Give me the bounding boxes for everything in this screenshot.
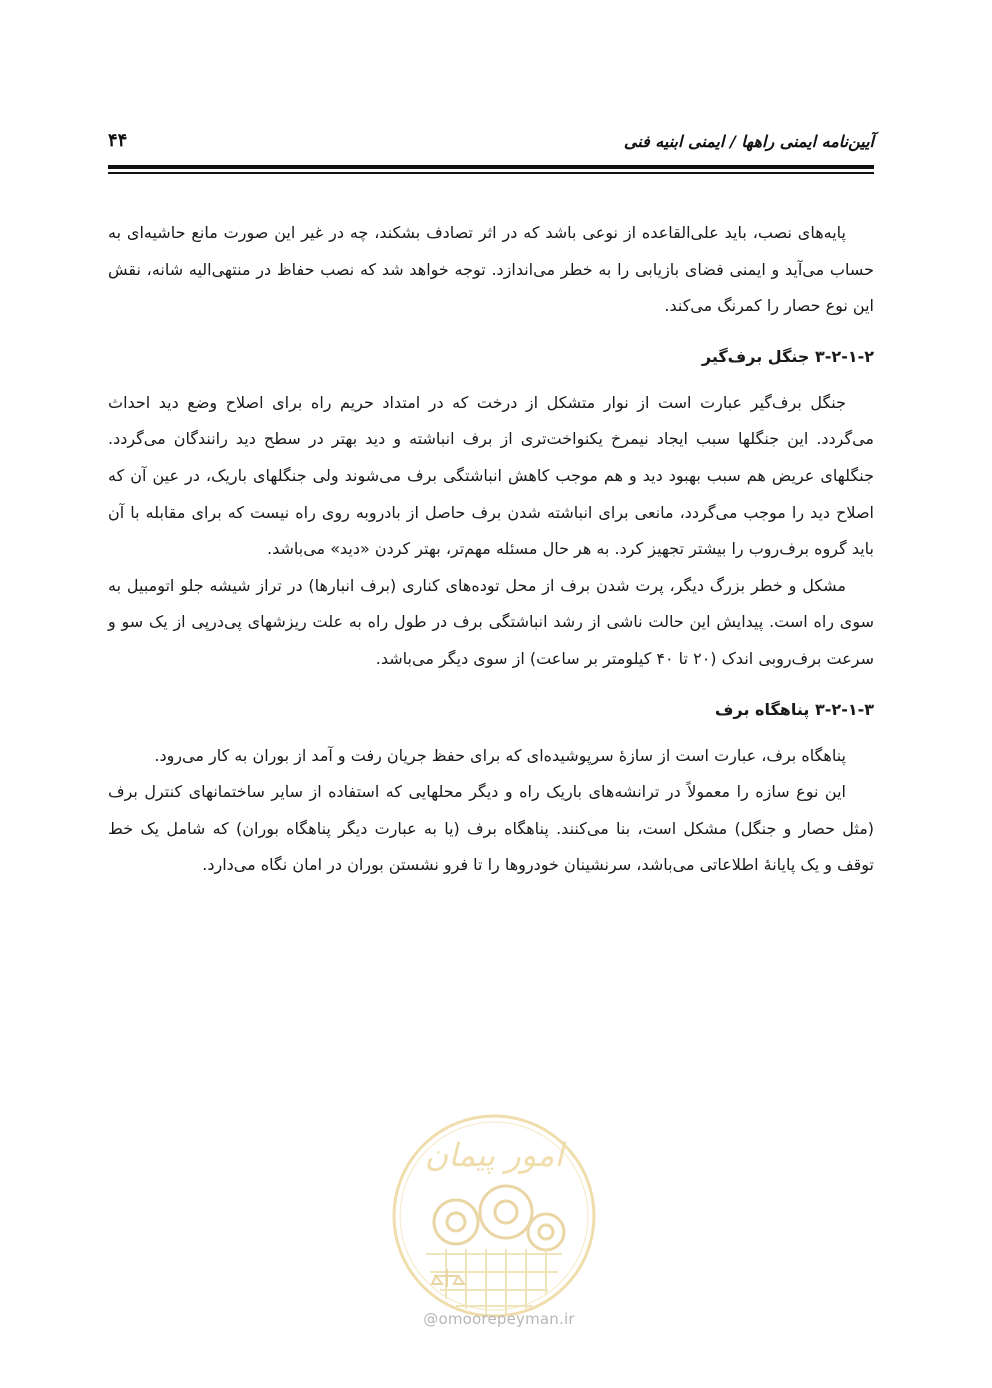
- gear-icon: [434, 1186, 564, 1250]
- header-rule-thin: [108, 172, 874, 174]
- section-heading-snow-shelter: ۳-۲-۱-۳ پناهگاه برف: [714, 699, 874, 719]
- paragraph-snow-throw-hazard: مشکل و خطر بزرگ دیگر، پرت شدن برف از محل توده‌های کناری (برف انبارها) در تراز شیشه جلو اتومبیل به سوی راه است. پیدایش این حالت ناشی از رشد انباشتگی برف در طول راه به علت ریزشهای پی‌درپی از یک سو و سرعت برف‌روبی اندک (۲۰ تا ۴۰ کیلومتر بر ساعت) از سوی دیگر می‌باشد.: [108, 575, 874, 668]
- section-heading-snow-forest: ۳-۲-۱-۲ جنگل برف‌گیر: [701, 346, 874, 366]
- page-number: ۴۴: [108, 130, 128, 151]
- watermark-logo: [374, 1104, 614, 1334]
- paragraph-snow-shelter-definition: پناهگاه برف، عبارت است از سازهٔ سرپوشیده‌ای که برای حفظ جریان رفت و آمد از بوران به کار می‌رود.: [154, 745, 846, 765]
- running-title: آیین‌نامه ایمنی راهها / ایمنی ابنیه فنی: [623, 132, 874, 151]
- paragraph-snow-shelter-usage: این نوع سازه را معمولاً در ترانشه‌های باریک راه و دیگر محلهایی که استفاده از سایر ساختمانهای کنترل برف (مثل حصار و جنگل) مشکل است، بنا می‌کنند. پناهگاه برف (یا به عبارت دیگر پناهگاه بوران) که شامل یک خط توقف و یک پایانهٔ اطلاعاتی می‌باشد، سرنشینان خودروها را تا فرو نشستن بوران در امان نگاه می‌دارد.: [108, 782, 874, 875]
- paragraph-snow-forest: جنگل برف‌گیر عبارت است از نوار متشکل از درخت که در امتداد حریم راه برای اصلاح وضع دید احداث می‌گردد. این جنگلها سبب ایجاد نیمرخ یکنواخت‌تری از برف انباشته و دید بهتر در سطح دید رانندگان می‌گردد. جنگلهای عریض هم سبب بهبود دید و هم موجب کاهش انباشتگی برف می‌شوند ولی جنگلهای باریک، در عین آن که اصلاح دید را موجب می‌گردد، مانعی برای انباشته شدن برف حاصل از بادروبه روی راه نیست که برای مقابله با آن باید گروه برف‌روب را بیشتر تجهیز کرد. به هر حال مسئله مهم‌تر، بهتر کردن «دید» می‌باشد.: [108, 392, 874, 559]
- header-rule-thick: [108, 165, 874, 169]
- watermark-logo-lettering: امور پیمان: [424, 1136, 564, 1174]
- paragraph-mounting-posts: پایه‌های نصب، باید علی‌القاعده از نوعی باشد که در اثر تصادف بشکند، چه در غیر این صورت مانع حاشیه‌ای به حساب می‌آید و ایمنی فضای بازیابی را به خطر می‌اندازد. توجه خواهد شد که نصب حفاظ در منتهی‌الیه شانه، نقش این نوع حصار را کمرنگ می‌کند.: [108, 223, 874, 316]
- watermark-url: @omoorepeyman.ir: [423, 1310, 575, 1328]
- page-header: [108, 128, 874, 158]
- body-text: [108, 215, 874, 884]
